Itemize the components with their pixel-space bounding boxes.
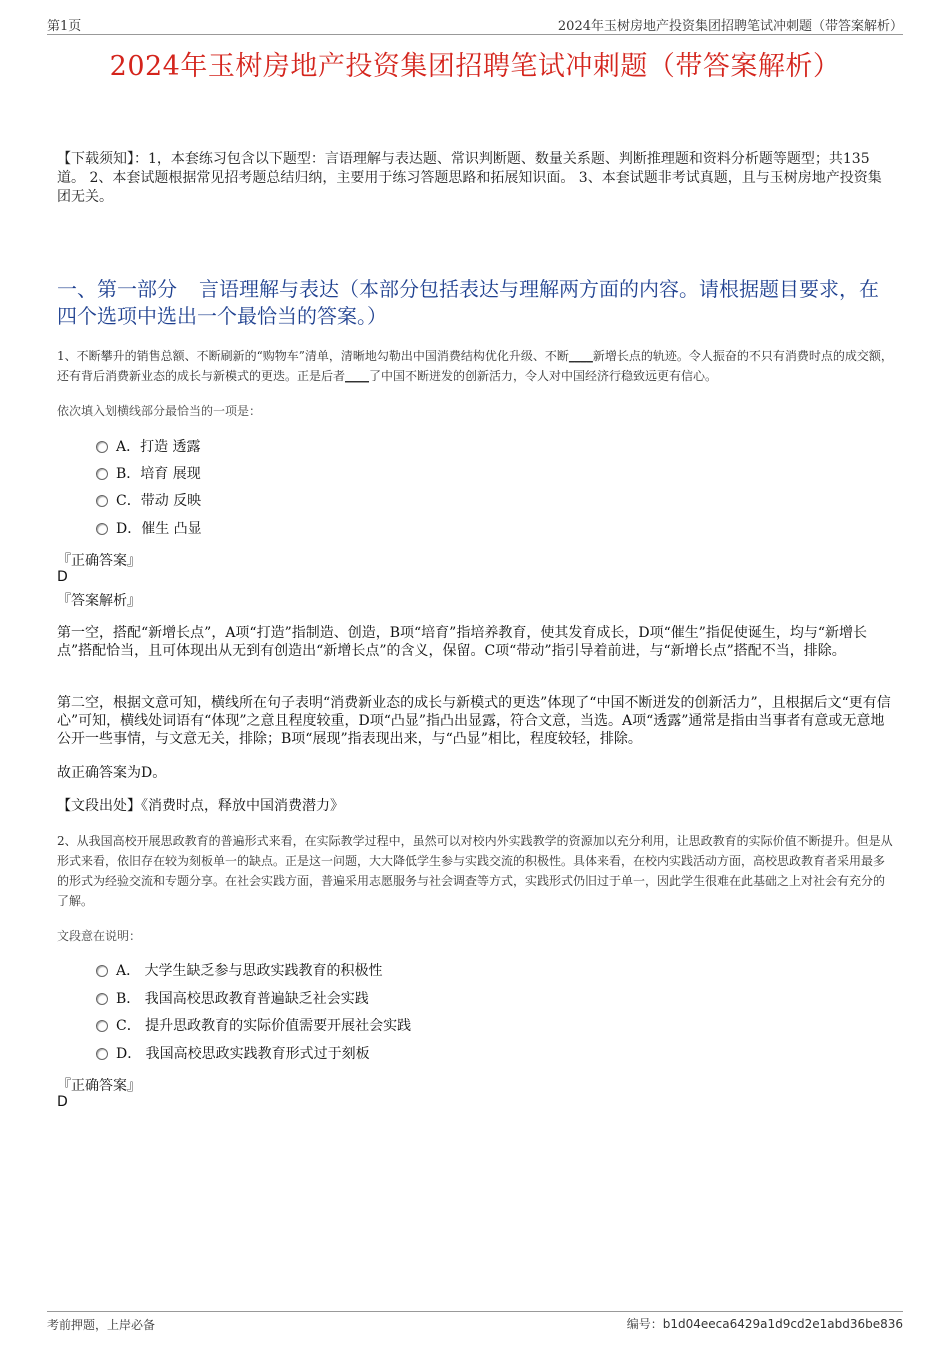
radio-icon[interactable] <box>96 965 108 977</box>
radio-icon[interactable] <box>96 468 108 480</box>
question-2-stem: 2、从我国高校开展思政教育的普遍形式来看，在实际教学过程中，虽然可以对校内外实践教学的资源加以充分利用，让思政教育的实际价值不断提升。但是从形式来看，依旧存在较为刻板单一的缺点。正是这一问题，大大降低学生参与实践交流的积极性。具体来看，在校内实践活动方面，高校思政教育者采用最多的形式为经验交流和专题分享。在社会实践方面，普遍采用志愿服务与社会调查等方式，实践形式仍旧过于单一，因此学生很难在此基础之上对社会有充分的了解。 <box>57 834 893 908</box>
radio-icon[interactable] <box>96 1048 108 1060</box>
q2-option-c[interactable]: C． 提升思政教育的实际价值需要开展社会实践 <box>96 1016 411 1036</box>
q1-option-d[interactable]: D．催生 凸显 <box>96 519 202 539</box>
question-2-prompt: 文段意在说明： <box>57 929 142 943</box>
q1-analysis-label: 『答案解析』 <box>57 593 141 609</box>
section-heading <box>57 276 890 330</box>
q1-answer-label: 『正确答案』 <box>57 553 141 569</box>
question-1-prompt: 依次填入划横线部分最恰当的一项是： <box>57 404 262 418</box>
blank-1: ____ <box>568 349 593 363</box>
radio-icon[interactable] <box>96 495 108 507</box>
blank-2: ____ <box>345 369 370 383</box>
q1-option-b[interactable]: B．培育 展现 <box>96 464 201 484</box>
q1-source: 【文段出处】《消费时点，释放中国消费潜力》 <box>57 798 344 814</box>
page-header <box>47 14 903 35</box>
question-1-stem: 1、不断攀升的销售总额、不断刷新的“购物车”清单，清晰地勾勒出中国消费结构优化升级、不断____新增长点的轨迹。令人振奋的不只有消费时点的成交额，还有背后消费新业态的成长与新模式的更迭。正是后者____了中国不断迸发的创新活力，令人对中国经济行稳致远更有信心。 <box>57 349 893 383</box>
q2-answer: D <box>57 1094 68 1110</box>
section-description: 言语理解与表达（本部分包括表达与理解两方面的内容。请根据题目要求，在四个选项中选出一个最恰当的答案。） <box>57 277 879 328</box>
page-number: 第1页 <box>47 19 82 34</box>
q2-option-d[interactable]: D． 我国高校思政实践教育形式过于刻板 <box>96 1044 370 1064</box>
document-id: 编号：b1d04eeca6429a1d9cd2e1abd36be836 <box>626 1317 903 1331</box>
q1-answer: D <box>57 569 68 585</box>
radio-icon[interactable] <box>96 993 108 1005</box>
q1-conclusion: 故正确答案为D。 <box>57 765 167 781</box>
footer-slogan: 考前押题，上岸必备 <box>47 1318 156 1332</box>
radio-icon[interactable] <box>96 1020 108 1032</box>
q2-answer-label: 『正确答案』 <box>57 1078 141 1094</box>
page-title: 2024年玉树房地产投资集团招聘笔试冲刺题（带答案解析） <box>109 51 841 82</box>
q1-analysis-paragraph-1: 第一空，搭配“新增长点”，A项“打造”指制造、创造，B项“培育”指培养教育，使其发育成长，D项“催生”指促使诞生，均与“新增长点”搭配恰当，且可体现出从无到有创造出“新增长点”的含义，保留。C项“带动”指引导着前进，与“新增长点”搭配不当，排除。 <box>57 625 868 659</box>
q2-option-a[interactable]: A． 大学生缺乏参与思政实践教育的积极性 <box>96 961 383 981</box>
q1-option-a[interactable]: A．打造 透露 <box>96 437 201 457</box>
page-footer <box>47 1311 903 1334</box>
radio-icon[interactable] <box>96 523 108 535</box>
download-notice: 【下载须知】：1，本套练习包含以下题型：言语理解与表达题、常识判断题、数量关系题、判断推理题和资料分析题等题型；共135道。 2、本套试题根据常见招考题总结归纳，主要用于练习答题思路和拓展知识面。 3、本套试题非考试真题，且与玉树房地产投资集团无关。 <box>57 151 882 205</box>
header-doc-title: 2024年玉树房地产投资集团招聘笔试冲刺题（带答案解析） <box>557 19 903 34</box>
q1-option-c[interactable]: C．带动 反映 <box>96 491 201 511</box>
radio-icon[interactable] <box>96 441 108 453</box>
section-name: 一、第一部分 <box>57 277 177 301</box>
q1-analysis-paragraph-2: 第二空，根据文意可知，横线所在句子表明“消费新业态的成长与新模式的更迭”体现了“中国不断迸发的创新活力”，且根据后文“更有信心”可知，横线处词语有“体现”之意且程度较重，D项“凸显”指凸出显露，符合文意，当选。A项“透露”通常是指由当事者有意或无意地公开一些事情，与文意无关，排除；B项“展现”指表现出来，与“凸显”相比，程度较轻，排除。 <box>57 695 891 747</box>
q2-option-b[interactable]: B． 我国高校思政教育普遍缺乏社会实践 <box>96 989 369 1009</box>
